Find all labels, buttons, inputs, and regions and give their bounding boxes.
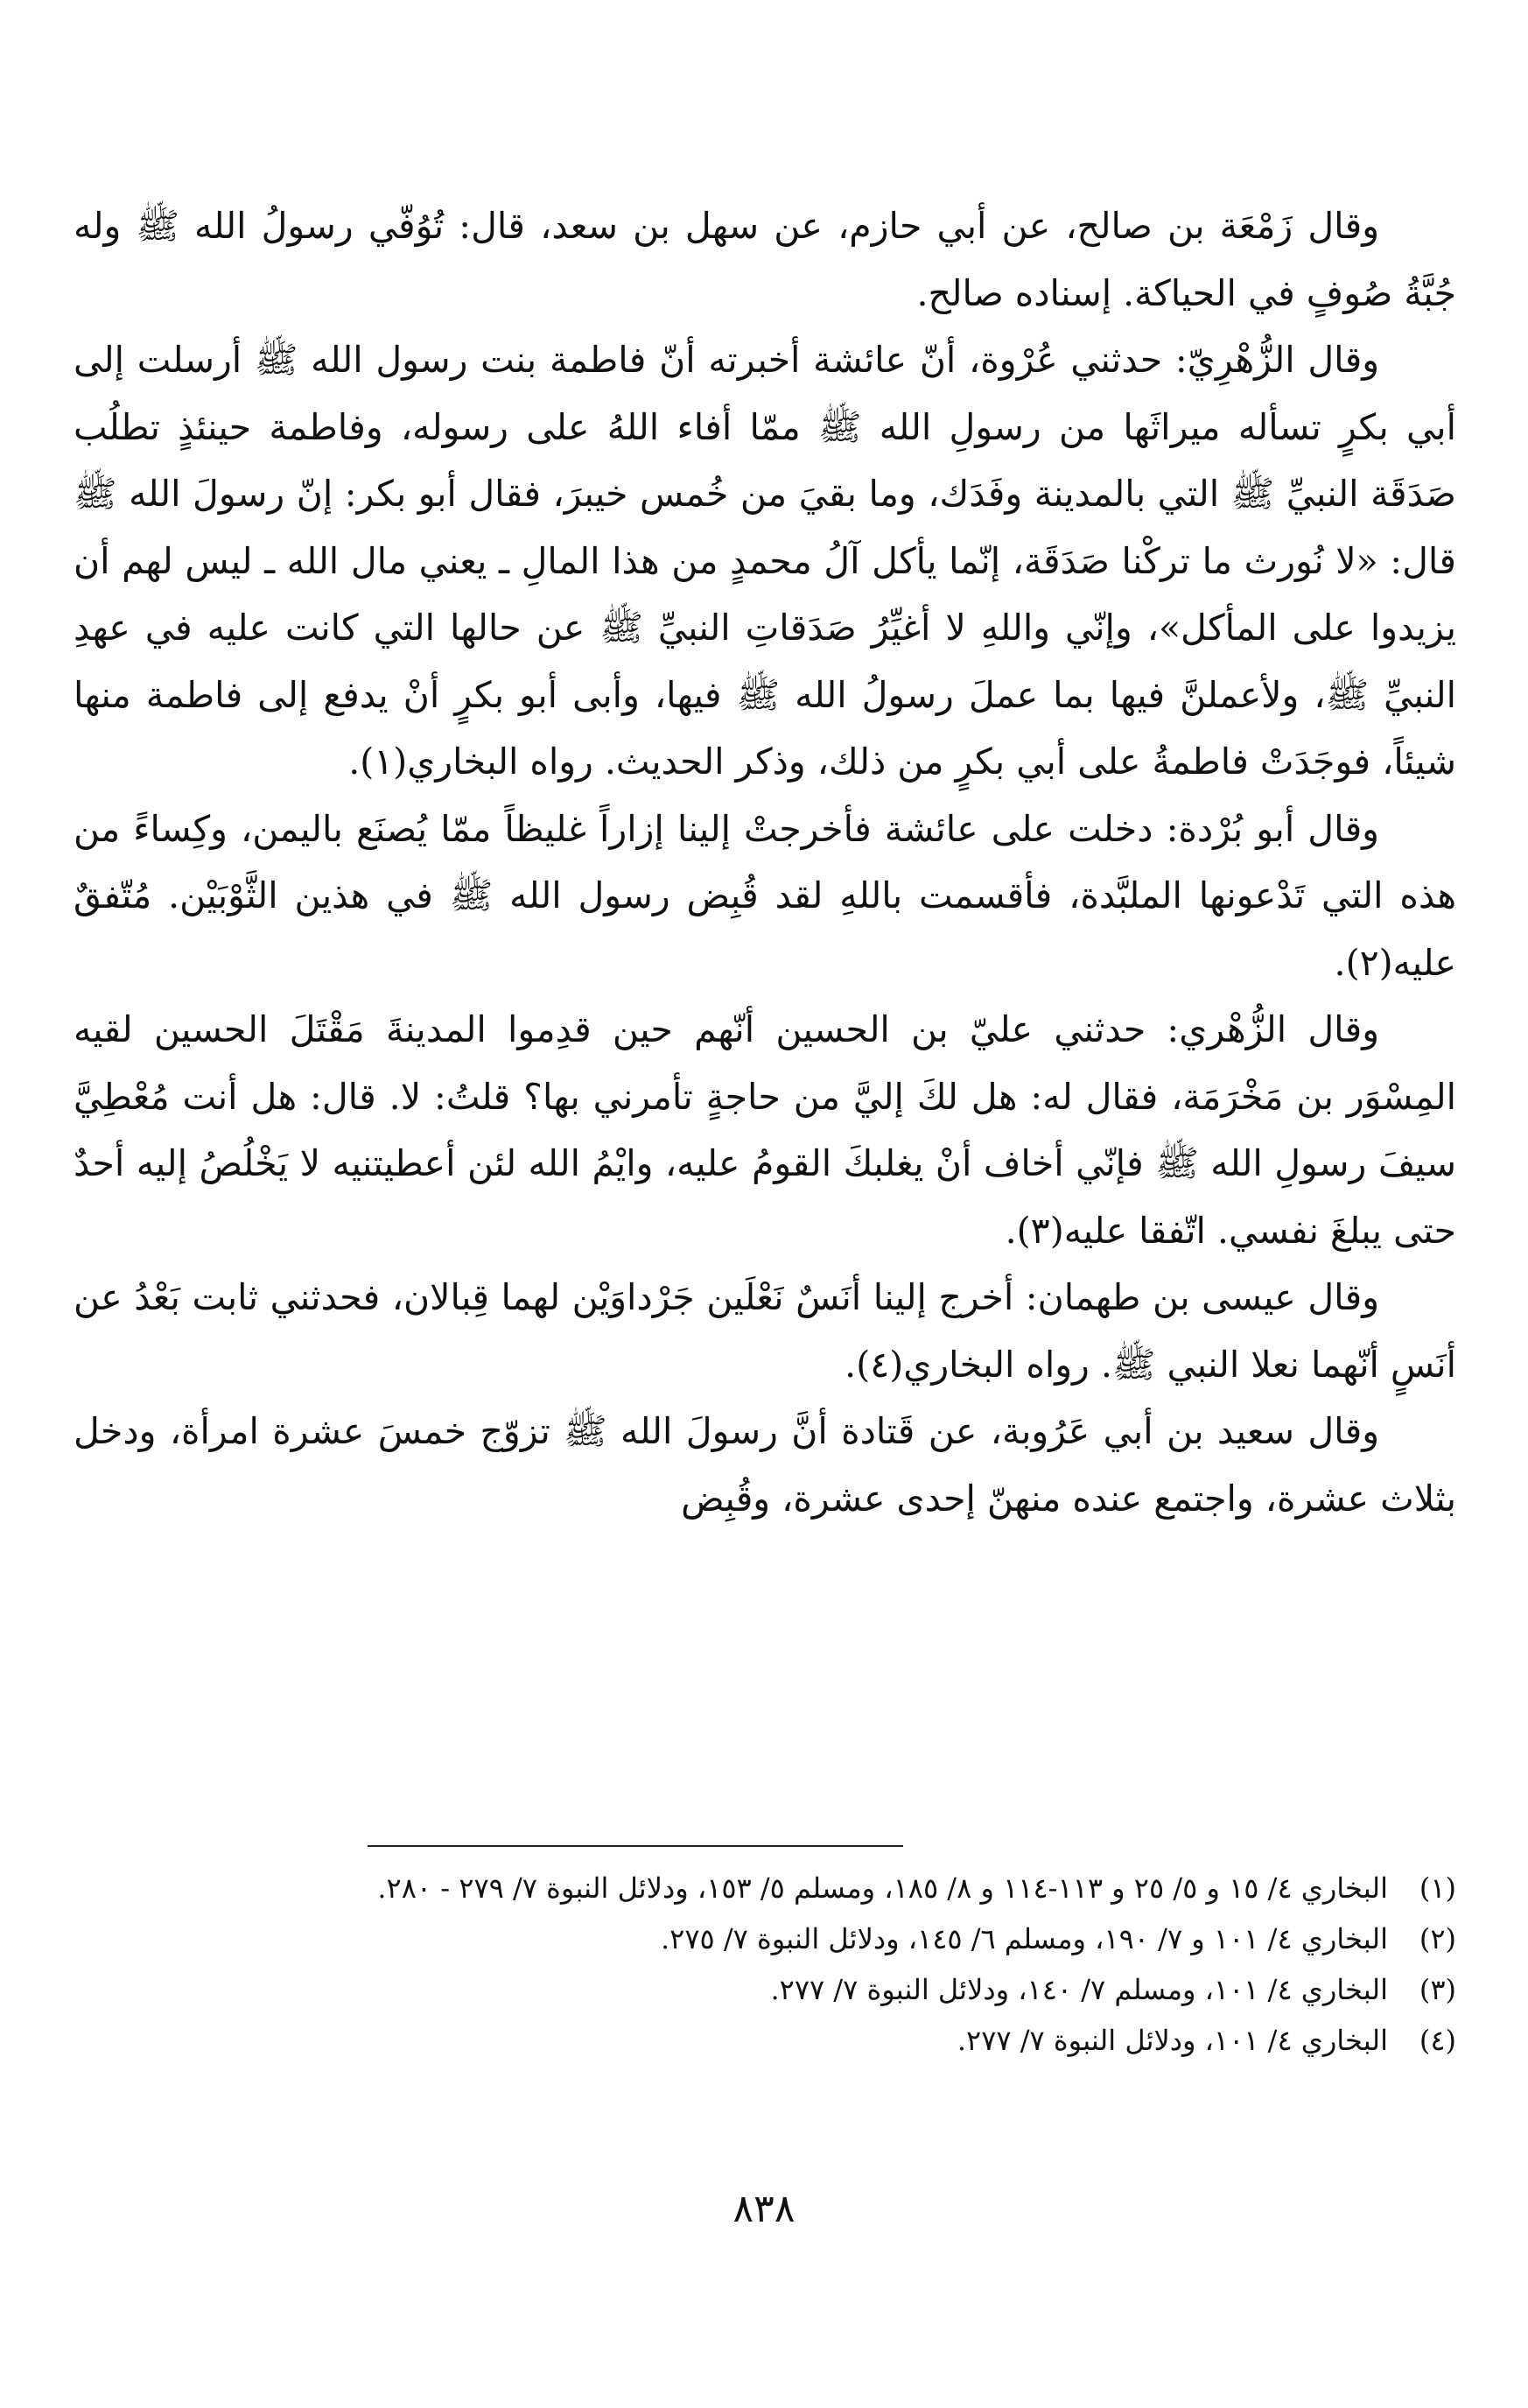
paragraph-zuhri-fatima: وقال الزُّهْرِيّ: حدثني عُرْوة، أنّ عائشة أخبرته أنّ فاطمة بنت رسول الله ﷺ أرسلت إلى أبي بكرٍ تسأله ميراثَها من رسولِ الله ﷺ ممّا أفاء اللهُ على رسوله، وفاطمة حينئذٍ تطلُب صَدَقَة النبيِّ ﷺ التي بالمدينة وفَدَك، وما بقيَ من خُمس خيبرَ، فقال أبو بكر: إنّ رسولَ الله ﷺ قال: «لا نُورث ما تركْنا صَدَقَة، إنّما يأكل آلُ محمدٍ من هذا المالِ ـ يعني مال الله ـ ليس لهم أن يزيدوا على المأكل»، وإنّي واللهِ لا أغيِّرُ صَدَقاتِ النبيِّ ﷺ عن حالها التي كانت عليه في عهدِ النبيِّ ﷺ، ولأعملنَّ فيها بما عملَ رسولُ الله ﷺ فيها، وأبى أبو بكرٍ أنْ يدفع إلى فاطمة منها شيئاً، فوجَدَتْ فاطمةُ على أبي بكرٍ من ذلك، وذكر الحديث. رواه البخاري(١). — [74, 339, 1456, 783]
footnote-number: (٣) — [1419, 1973, 1456, 2006]
footnote-text: البخاري ٤/ ١٠١، ومسلم ٧/ ١٤٠، ودلائل النبوة ٧/ ٢٧٧. — [770, 1973, 1388, 2006]
footnote-text: البخاري ٤/ ١٠١ و ٧/ ١٩٠، ومسلم ٦/ ١٤٥، ودلائل النبوة ٧/ ٢٧٥. — [660, 1922, 1388, 1955]
footnote-4 — [74, 2015, 1456, 2066]
footnote-number: (٢) — [1419, 1922, 1456, 1955]
footnote-1 — [74, 1863, 1456, 1913]
paragraph-zuhri-sword: وقال الزُّهْري: حدثني عليّ بن الحسين أنّهم حين قدِموا المدينةَ مَقْتَلَ الحسين لقيه المِسْوَر بن مَخْرَمَة، فقال له: هل لكَ إليَّ من حاجةٍ تأمرني بها؟ قلتُ: لا. قال: هل أنت مُعْطِيَّ سيفَ رسولِ الله ﷺ فإنّي أخاف أنْ يغلبكَ القومُ عليه، وايْمُ الله لئن أعطيتنيه لا يَخْلُصُ إليه أحدٌ حتى يبلغَ نفسي. اتّفقا عليه(٣). — [74, 1008, 1456, 1252]
footnote-text: البخاري ٤/ ١٥ و ٥/ ٢٥ و ١١٣-١١٤ و ٨/ ١٨٥، ومسلم ٥/ ١٥٣، ودلائل النبوة ٧/ ٢٧٩ - ٢٨٠. — [377, 1871, 1388, 1905]
footnote-3 — [74, 1964, 1456, 2015]
footnote-2 — [74, 1913, 1456, 1964]
paragraph-abu-burda: وقال أبو بُرْدة: دخلت على عائشة فأخرجتْ إلينا إزاراً غليظاً ممّا يُصنَع باليمن، وكِساءً من هذه التي تَدْعونها الملبَّدة، فأقسمت باللهِ لقد قُبِض رسول الله ﷺ في هذين الثَّوْبَيْن. مُتّفقٌ عليه(٢). — [74, 807, 1456, 984]
footnote-number: (١) — [1419, 1871, 1456, 1905]
paragraph-zamaa: وقال زَمْعَة بن صالح، عن أبي حازم، عن سهل بن سعد، قال: تُوُفّي رسولُ الله ﷺ وله جُبَّةُ صُوفٍ في الحياكة. إسناده صالح. — [74, 205, 1456, 314]
paragraph-isa-sandals: وقال عيسى بن طهمان: أخرج إلينا أنَسٌ نَعْلَين جَرْداوَيْن لهما قِبالان، فحدثني ثابت بَعْدُ عن أنَسٍ أنّهما نعلا النبي ﷺ. رواه البخاري(٤). — [74, 1276, 1456, 1386]
footnote-text: البخاري ٤/ ١٠١، ودلائل النبوة ٧/ ٢٧٧. — [957, 2024, 1388, 2057]
paragraph-qatada-wives: وقال سعيد بن أبي عَرُوبة، عن قَتادة أنَّ رسولَ الله ﷺ تزوّج خمسَ عشرة امرأة، ودخل بثلاث عشرة، واجتمع عنده منهنّ إحدى عشرة، وقُبِض — [74, 1410, 1456, 1520]
footnote-number: (٤) — [1419, 2024, 1456, 2057]
footnote-separator — [368, 1845, 903, 1847]
page-number: ٨٣٨ — [732, 2187, 796, 2231]
footnotes — [74, 1863, 1456, 2066]
main-text — [74, 193, 1456, 1532]
